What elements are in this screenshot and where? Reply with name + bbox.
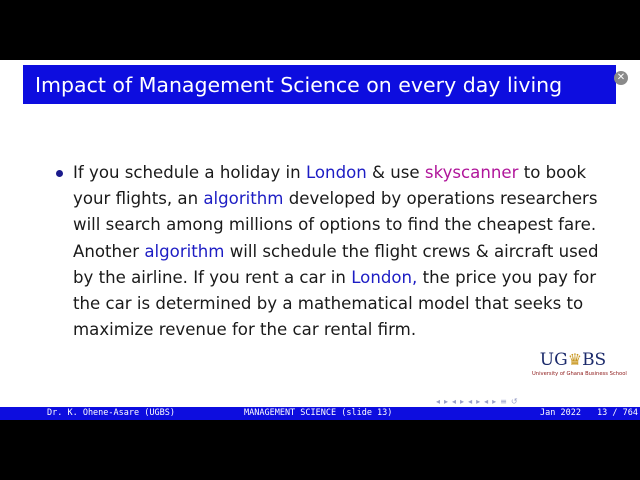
beamer-navigation — [436, 396, 518, 406]
text-segment: will search among millions of options to find the cheapest fare. — [73, 215, 597, 235]
text-line — [73, 317, 603, 343]
footer-page-number: 13 / 764 — [597, 408, 638, 418]
text-segment: will schedule the flight crews & aircraft used — [224, 241, 599, 261]
footer-title: MANAGEMENT SCIENCE (slide 13) — [244, 408, 393, 418]
text-line — [73, 291, 603, 317]
nav-arrow-icon[interactable]: ≡ — [500, 396, 507, 406]
logo-subtitle: University of Ghana Business School — [532, 371, 627, 377]
text-segment: maximize revenue for the car rental firm. — [73, 320, 417, 340]
text-segment: If you schedule a holiday in — [73, 163, 306, 182]
nav-arrow-icon[interactable]: ◂ — [436, 396, 441, 406]
crown-icon: ♛ — [567, 350, 583, 369]
nav-arrow-icon[interactable]: ▸ — [476, 396, 481, 406]
text-line — [73, 239, 603, 265]
text-segment: Another — [73, 241, 145, 261]
footer-date: Jan 2022 — [540, 408, 581, 418]
text-line — [73, 186, 603, 212]
text-segment: the car is determined by a mathematical model that seeks to — [73, 294, 584, 314]
logo-right-text: BS — [582, 350, 607, 370]
bullet-text — [73, 160, 603, 343]
text-segment: by the airline. If you rent a car in — [73, 267, 352, 287]
close-icon[interactable]: ✕ — [614, 71, 628, 85]
nav-arrow-icon[interactable]: ↺ — [510, 396, 518, 406]
logo-left-text: UG — [539, 350, 568, 370]
footer-author: Dr. K. Ohene-Asare (UGBS) — [47, 408, 175, 418]
highlighted-term: London — [305, 163, 367, 182]
text-segment: the price you pay for — [417, 267, 597, 287]
highlighted-term: London, — [351, 267, 418, 287]
footer-bar — [0, 407, 640, 420]
text-segment: developed by operations researchers — [283, 189, 598, 209]
highlighted-term: skyscanner — [424, 163, 519, 182]
nav-arrow-icon[interactable]: ◂ — [468, 396, 473, 406]
text-segment: & use — [366, 163, 425, 182]
nav-arrow-icon[interactable]: ▸ — [444, 396, 449, 406]
nav-arrow-icon[interactable]: ▸ — [492, 396, 497, 406]
text-segment: to book — [518, 163, 587, 182]
logo-mark — [532, 350, 614, 370]
text-line — [73, 265, 603, 291]
ugbs-logo — [532, 350, 627, 390]
highlighted-term: algorithm — [203, 189, 284, 209]
text-line — [73, 160, 603, 186]
slide — [0, 60, 640, 420]
nav-arrow-icon[interactable]: ◂ — [484, 396, 489, 406]
title-bar — [23, 65, 616, 104]
bullet-icon — [56, 170, 63, 177]
nav-arrow-icon[interactable]: ▸ — [460, 396, 465, 406]
nav-arrow-icon[interactable]: ◂ — [452, 396, 457, 406]
text-line — [73, 212, 603, 238]
text-segment: your flights, an — [73, 189, 204, 209]
highlighted-term: algorithm — [144, 241, 225, 261]
slide-title: Impact of Management Science on every day living — [35, 73, 563, 97]
